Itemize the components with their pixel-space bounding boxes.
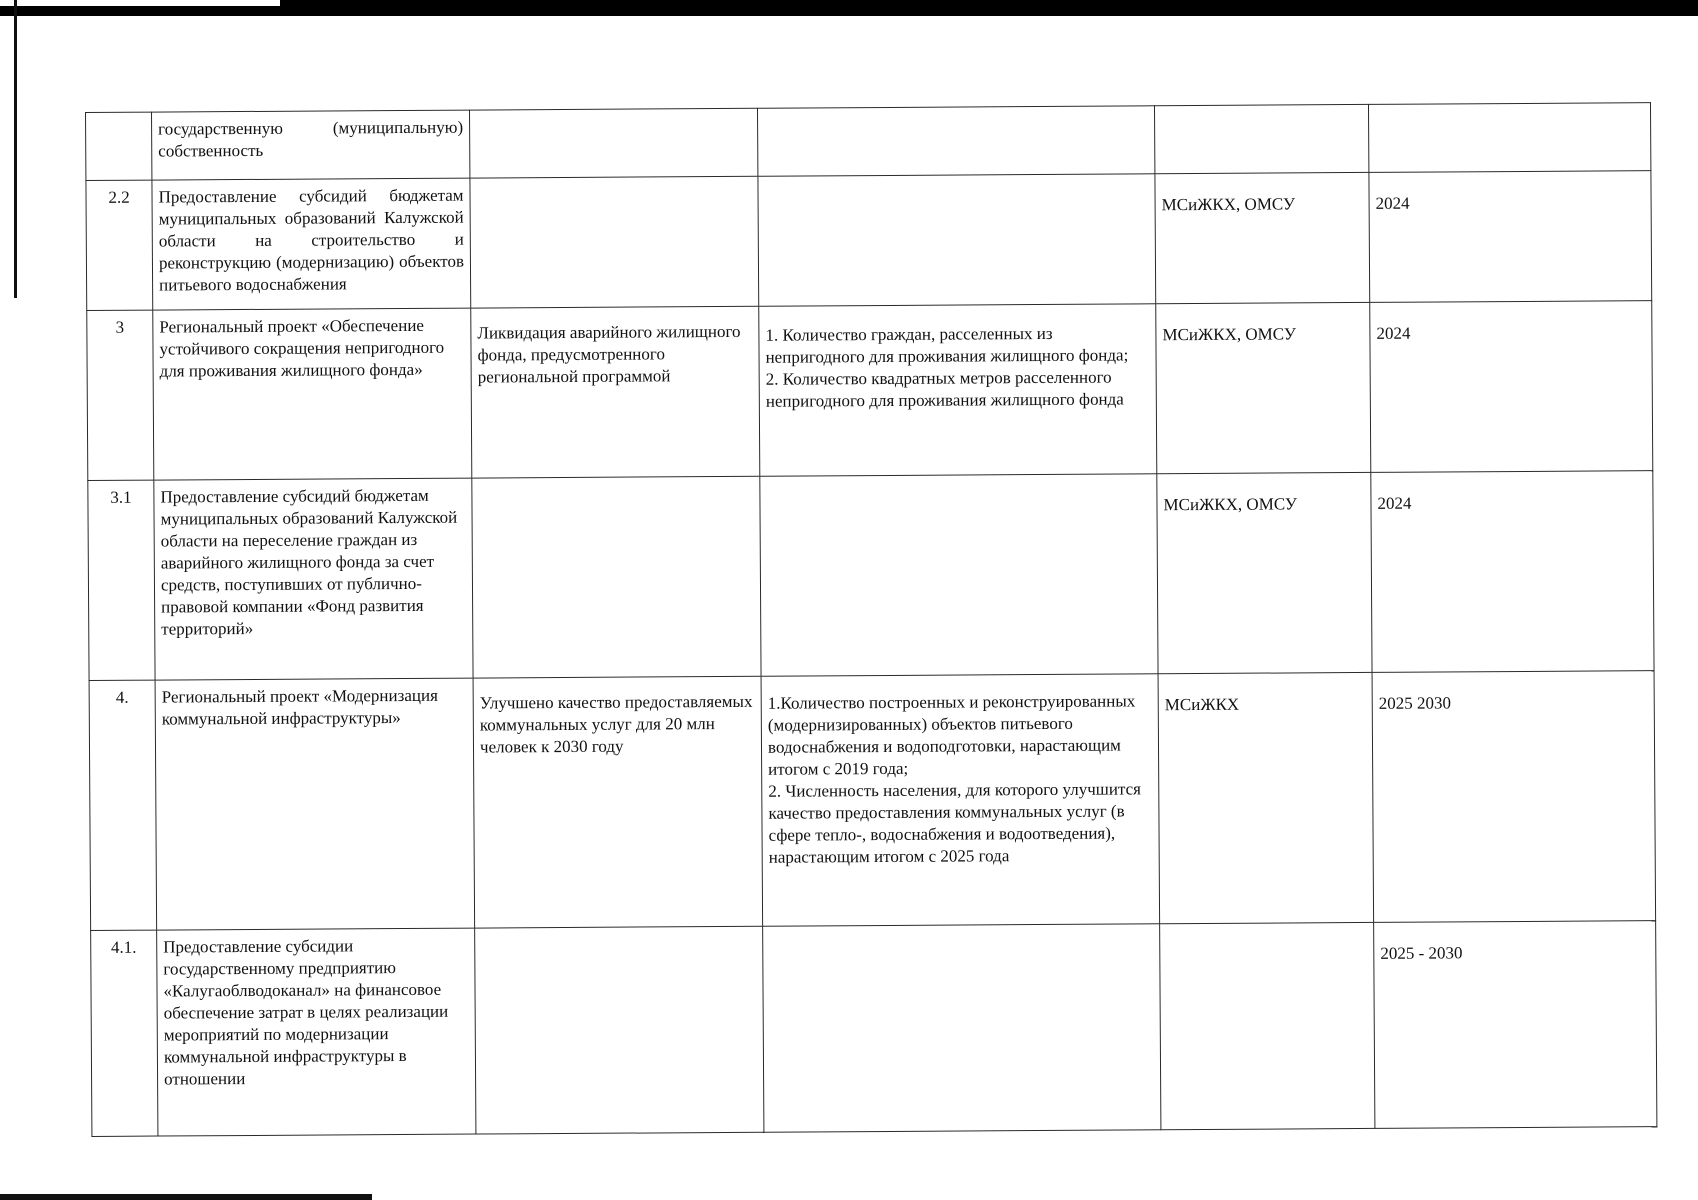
table-row <box>91 921 1657 1137</box>
period-cell <box>1374 921 1657 1129</box>
activity-name: Предоставление субсидии государственному предприятию «Калугаоблводоканал» на финансовое обеспечение затрат в целях реализации мероприятий по модернизации коммунальной инфраструктуры в отношении <box>157 928 476 1136</box>
row-number: 2.2 <box>86 180 153 310</box>
expected-result-text: Ликвидация аварийного жилищного фонда, предусмотренного региональной программой <box>477 321 741 387</box>
expected-result <box>473 676 763 928</box>
expected-result <box>471 306 760 478</box>
activities-table <box>85 102 1657 1137</box>
indicator-item: 2. Численность населения, для которого улучшится качество предоставления коммунальных услуг (в сфере тепло-, водоснабжения и водоотведения), нарастающим итогом с 2025 года <box>768 779 1141 867</box>
responsible: МСиЖКХ, ОМСУ <box>1162 324 1296 345</box>
responsible-cell <box>1156 302 1371 473</box>
period-cell <box>1372 671 1656 923</box>
responsible-cell <box>1157 472 1372 673</box>
table-row <box>88 471 1654 681</box>
table-row <box>89 671 1656 931</box>
table-row <box>87 301 1653 481</box>
indicators-cell <box>760 474 1158 676</box>
row-number: 4. <box>89 680 157 930</box>
responsible <box>1161 111 1362 126</box>
indicators-cell <box>757 106 1154 176</box>
indicators-cell <box>761 674 1160 926</box>
responsible <box>1166 929 1367 944</box>
period: 2024 <box>1376 323 1411 343</box>
period: 2024 <box>1375 193 1410 213</box>
responsible: МСиЖКХ, ОМСУ <box>1161 194 1296 215</box>
responsible-cell <box>1158 672 1374 923</box>
indicators-cell <box>758 174 1156 306</box>
expected-result <box>470 176 759 308</box>
indicator-item: 1.Количество построенных и реконструированных (модернизированных) объектов питьевого водоснабжения и водоподготовки, нарастающим итогом с 2019 года; <box>767 691 1136 779</box>
period-cell <box>1368 103 1650 173</box>
indicator-item: 2. Количество квадратных метров расселенного непригодного для проживания жилищного фонда <box>765 367 1124 411</box>
activity-name: Региональный проект «Обеспечение устойчивого сокращения непригодного для проживания жилищного фонда» <box>153 308 472 480</box>
responsible-cell <box>1155 172 1370 303</box>
row-number <box>86 112 152 180</box>
scan-top-edge-gap <box>0 0 280 6</box>
expected-result <box>475 926 764 1134</box>
activity-name: Региональный проект «Модернизация коммунальной инфраструктуры» <box>155 678 475 930</box>
activity-name: Предоставление субсидий бюджетам муниципальных образований Калужской области на строительство и реконструкцию (модернизацию) объектов питьевого водоснабжения <box>152 178 471 310</box>
responsible: МСиЖКХ, ОМСУ <box>1163 494 1297 515</box>
expected-result <box>472 476 761 678</box>
indicator-item: 1. Количество граждан, расселенных из непригодного для проживания жилищного фонда; <box>765 323 1129 367</box>
scan-left-edge <box>14 0 17 298</box>
period <box>1375 109 1644 125</box>
row-number: 3 <box>87 310 154 480</box>
document-sheet <box>85 102 1656 1136</box>
expected-result <box>469 108 757 178</box>
table-row <box>86 171 1652 311</box>
expected-result-text: Улучшено качество предоставляемых коммунальных услуг для 20 млн человек к 2030 году <box>479 691 753 757</box>
row-number: 3.1 <box>88 480 155 680</box>
activity-name: государственную (муниципальную) собственность <box>152 110 470 180</box>
period: 2025 2030 <box>1378 693 1452 713</box>
period-cell <box>1370 301 1653 473</box>
period-cell <box>1371 471 1654 673</box>
row-number: 4.1. <box>91 930 158 1136</box>
responsible-cell <box>1154 104 1368 173</box>
activity-name: Предоставление субсидий бюджетам муниципальных образований Калужской области на переселение граждан из аварийного жилищного фонда за счет средств, поступивших от публично-правовой компании «Фонд развития территорий» <box>154 478 473 680</box>
period-cell <box>1369 171 1652 303</box>
period: 2024 <box>1377 493 1412 513</box>
responsible-cell <box>1160 922 1375 1129</box>
period: 2025 - 2030 <box>1380 943 1463 963</box>
scan-bottom-edge <box>0 1194 372 1200</box>
responsible: МСиЖКХ <box>1164 694 1240 715</box>
table-row <box>86 103 1651 181</box>
indicators-cell <box>759 304 1157 476</box>
indicators-cell <box>763 924 1161 1132</box>
